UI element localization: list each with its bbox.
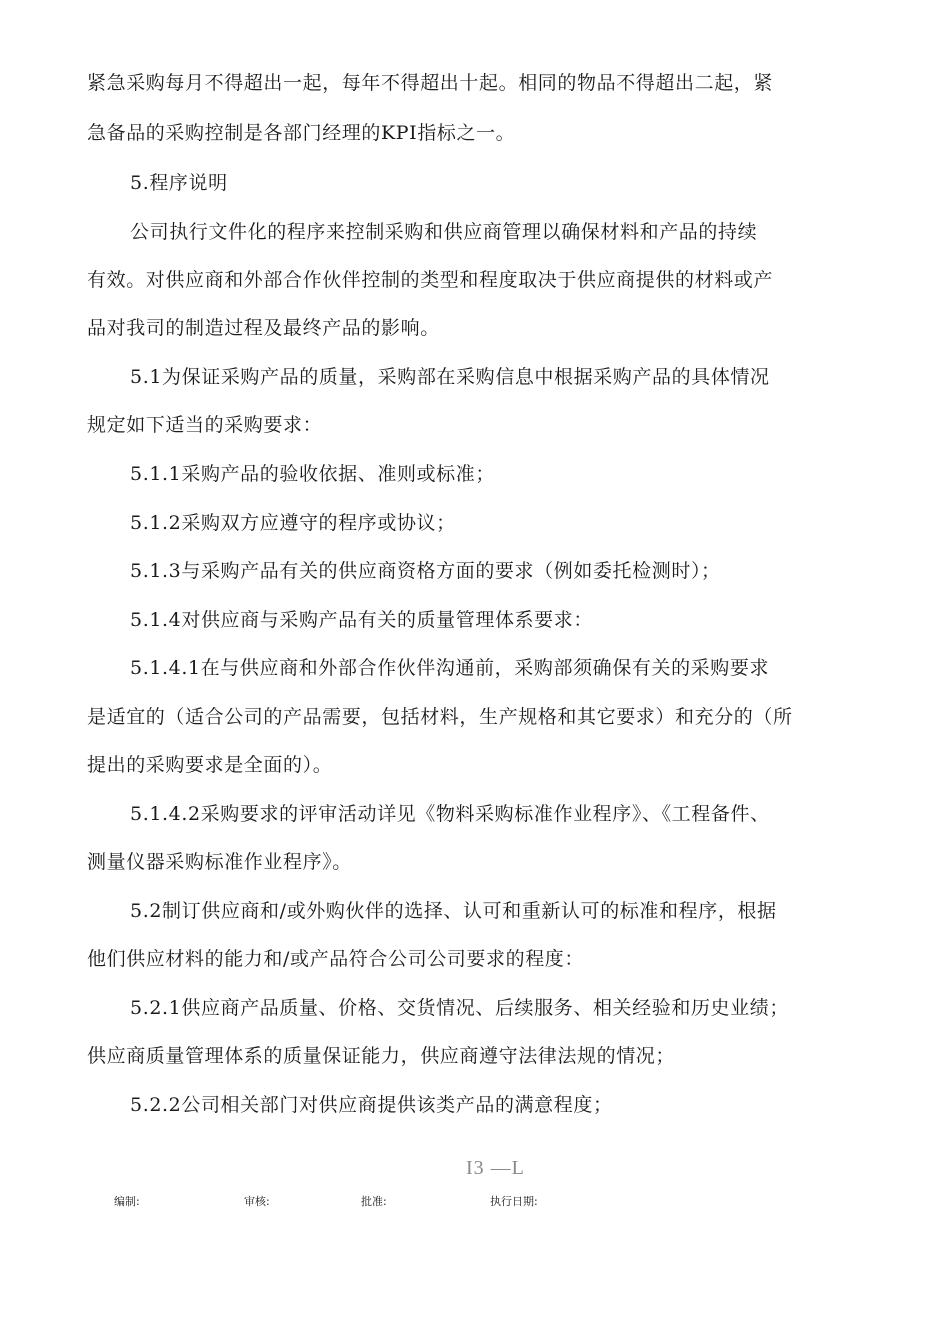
list-item: 5.1.3与采购产品有关的供应商资格方面的要求（例如委托检测时）； <box>130 560 721 582</box>
footer-effective-date-label: 执行日期: <box>490 1195 538 1208</box>
footer-reviewed-label: 审核: <box>244 1195 270 1208</box>
text-line: 是适宜的（适合公司的产品需要，包括材料，生产规格和其它要求）和充分的（所 <box>87 706 793 728</box>
list-item: 5.1.4.2采购要求的评审活动详见《物料采购标准作业程序》、《工程备件、 <box>130 803 770 825</box>
list-item: 5.2.1供应商产品质量、价格、交货情况、后续服务、相关经验和历史业绩； <box>130 997 789 1019</box>
text-line: 他们供应材料的能力和/或产品符合公司公司要求的程度： <box>87 948 585 970</box>
text-line: 公司执行文件化的程序来控制采购和供应商管理以确保材料和产品的持续 <box>130 221 758 243</box>
list-item: 5.1.2采购双方应遵守的程序或协议； <box>130 512 456 534</box>
text-line: 紧急采购每月不得超出一起，每年不得超出十起。相同的物品不得超出二起，紧 <box>87 72 774 94</box>
footer-prepared-label: 编制: <box>114 1195 140 1208</box>
list-item: 5.1.4.1在与供应商和外部合作伙伴沟通前，采购部须确保有关的采购要求 <box>130 657 770 679</box>
list-item: 5.2.2公司相关部门对供应商提供该类产品的满意程度； <box>130 1094 613 1116</box>
text-line: 提出的采购要求是全面的）。 <box>87 754 333 776</box>
text-line: 有效。对供应商和外部合作伙伴控制的类型和程度取决于供应商提供的材料或产 <box>87 269 774 291</box>
list-item: 5.1.4对供应商与采购产品有关的质量管理体系要求： <box>130 609 593 631</box>
text-line: 供应商质量管理体系的质量保证能力，供应商遵守法律法规的情况； <box>87 1045 676 1067</box>
section-heading: 5.程序说明 <box>130 172 228 194</box>
page-number: I3 —L <box>466 1157 525 1179</box>
text-line: 测量仪器采购标准作业程序》。 <box>87 851 352 873</box>
text-line: 5.2制订供应商和/或外购伙伴的选择、认可和重新认可的标准和程序，根据 <box>130 900 777 922</box>
list-item: 5.1.1采购产品的验收依据、准则或标准； <box>130 463 495 485</box>
text-line: 规定如下适当的采购要求： <box>87 414 323 436</box>
text-line: 急备品的采购控制是各部门经理的KPI指标之一。 <box>87 122 516 144</box>
text-line: 品对我司的制造过程及最终产品的影响。 <box>87 317 440 339</box>
footer-approved-label: 批准: <box>361 1195 387 1208</box>
text-line: 5.1为保证采购产品的质量，采购部在采购信息中根据采购产品的具体情况 <box>130 366 770 388</box>
